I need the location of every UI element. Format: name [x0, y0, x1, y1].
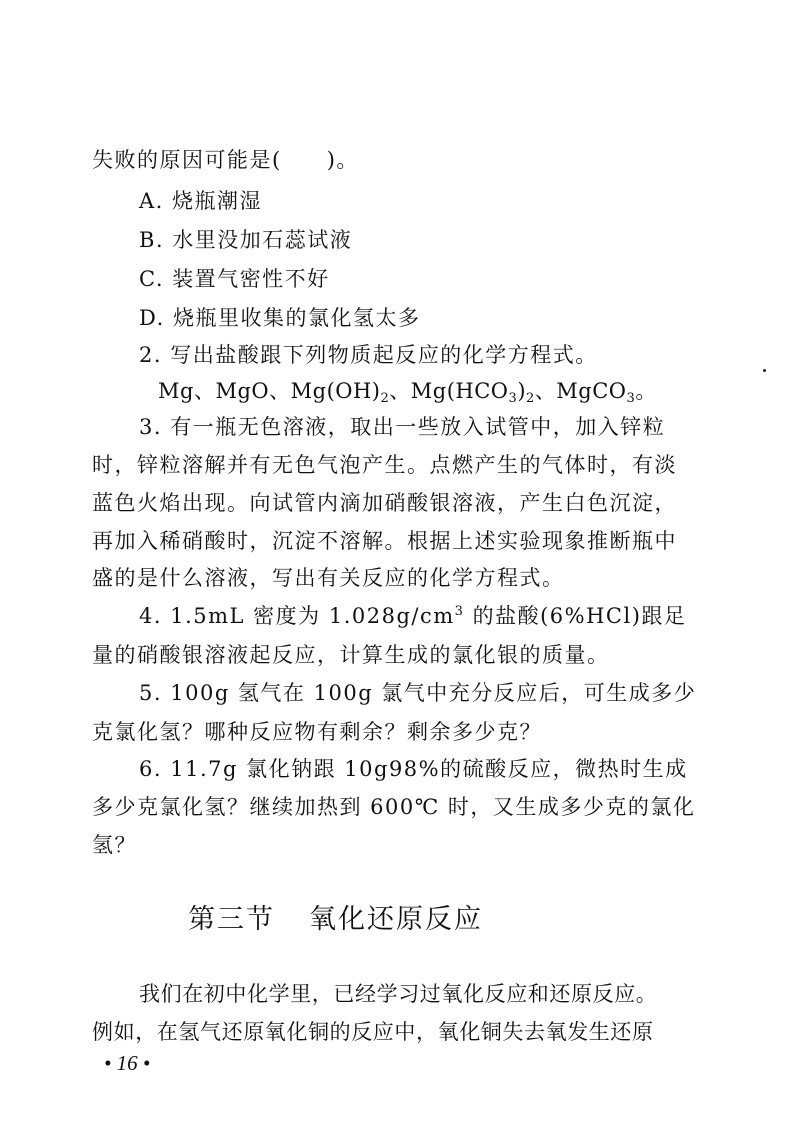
separator: 、 — [193, 379, 216, 403]
q2-prompt — [139, 339, 598, 369]
q5-line-2: 克氯化氢？哪种反应物有剩余？剩余多少克？ — [92, 720, 542, 744]
q1-option-a — [139, 185, 262, 215]
q1-option-b — [139, 224, 352, 254]
subscript: 2 — [526, 391, 535, 406]
option-label: A. — [139, 189, 164, 213]
separator: 、 — [389, 379, 411, 403]
option-text: 烧瓶里收集的氯化氢太多 — [172, 306, 421, 330]
q6-line-1 — [139, 753, 688, 783]
section-title: 氧化还原反应 — [309, 904, 483, 935]
superscript: 3 — [454, 604, 465, 619]
q3-line-5: 盛的是什么溶液，写出有关反应的化学方程式。 — [92, 566, 565, 590]
subscript: 3 — [626, 391, 636, 406]
question-number: 4. — [139, 604, 163, 628]
option-label: B. — [139, 228, 165, 252]
q4-line-2: 量的硝酸银溶液起反应，计算生成的氯化银的质量。 — [92, 643, 610, 667]
option-text: 装置气密性不好 — [172, 267, 330, 291]
question-text: 1.5mL 密度为 1.028g/cm — [170, 604, 455, 628]
page-number: • 16 • — [104, 1051, 151, 1075]
q1-option-c — [139, 263, 330, 293]
q6-line-2: 多少克氯化氢？继续加热到 600℃ 时，又生成多少克的氯化 — [92, 795, 696, 819]
question-number: 2. — [139, 343, 163, 367]
q3-line-2: 时，锌粒溶解并有无色气泡产生。点燃产生的气体时，有淡 — [92, 453, 677, 477]
option-label: D. — [139, 306, 165, 330]
q6-line-3: 氢？ — [92, 833, 137, 857]
formula: Mg(HCO — [410, 379, 509, 403]
formula: Mg — [158, 379, 194, 403]
question-text: 有一瓶无色溶液，取出一些放入试管中，加入锌粒 — [170, 415, 666, 439]
q3-line-3: 蓝色火焰出现。向试管内滴加硝酸银溶液，产生白色沉淀， — [92, 491, 677, 515]
question-number: 3. — [139, 415, 163, 439]
section-paragraph-line-2: 例如，在氢气还原氧化铜的反应中，氧化铜失去氧发生还原 — [92, 1020, 654, 1044]
question-number: 6. — [139, 757, 163, 781]
formula: MgCO — [556, 379, 627, 403]
formula: Mg(OH) — [290, 379, 381, 403]
option-text: 烧瓶潮湿 — [172, 189, 263, 213]
section-heading — [188, 897, 483, 936]
separator: 、 — [534, 379, 557, 403]
separator: 、 — [269, 379, 291, 403]
q1-option-d — [139, 302, 420, 332]
question-text: 写出盐酸跟下列物质起反应的化学方程式。 — [170, 343, 598, 367]
scan-speck — [763, 369, 766, 372]
section-number: 第三节 — [188, 904, 275, 935]
q5-line-1 — [139, 677, 696, 707]
formula: MgO — [215, 379, 270, 403]
q3-line-4: 再加入稀硝酸时，沉淀不溶解。根据上述实验现象推断瓶中 — [92, 529, 677, 553]
question-text: 100g 氢气在 100g 氯气中充分反应后，可生成多少 — [170, 681, 697, 705]
question-number: 5. — [139, 681, 163, 705]
q1-stem: 失败的原因可能是( )。 — [92, 148, 359, 172]
q3-line-1 — [139, 411, 665, 441]
option-text: 水里没加石蕊试液 — [172, 228, 353, 252]
question-text: 11.7g 氯化钠跟 10g98%的硫酸反应，微热时生成 — [170, 757, 688, 781]
period: 。 — [635, 379, 657, 403]
subscript: 3 — [508, 391, 518, 406]
option-label: C. — [139, 267, 164, 291]
subscript: 2 — [380, 391, 390, 406]
section-paragraph-line-1: 我们在初中化学里，已经学习过氧化反应和还原反应。 — [139, 982, 658, 1006]
question-text: 的盐酸(6%HCl)跟足 — [464, 604, 687, 628]
q4-line-1 — [139, 600, 686, 630]
formula: ) — [517, 379, 527, 403]
q2-formulas — [158, 375, 657, 405]
